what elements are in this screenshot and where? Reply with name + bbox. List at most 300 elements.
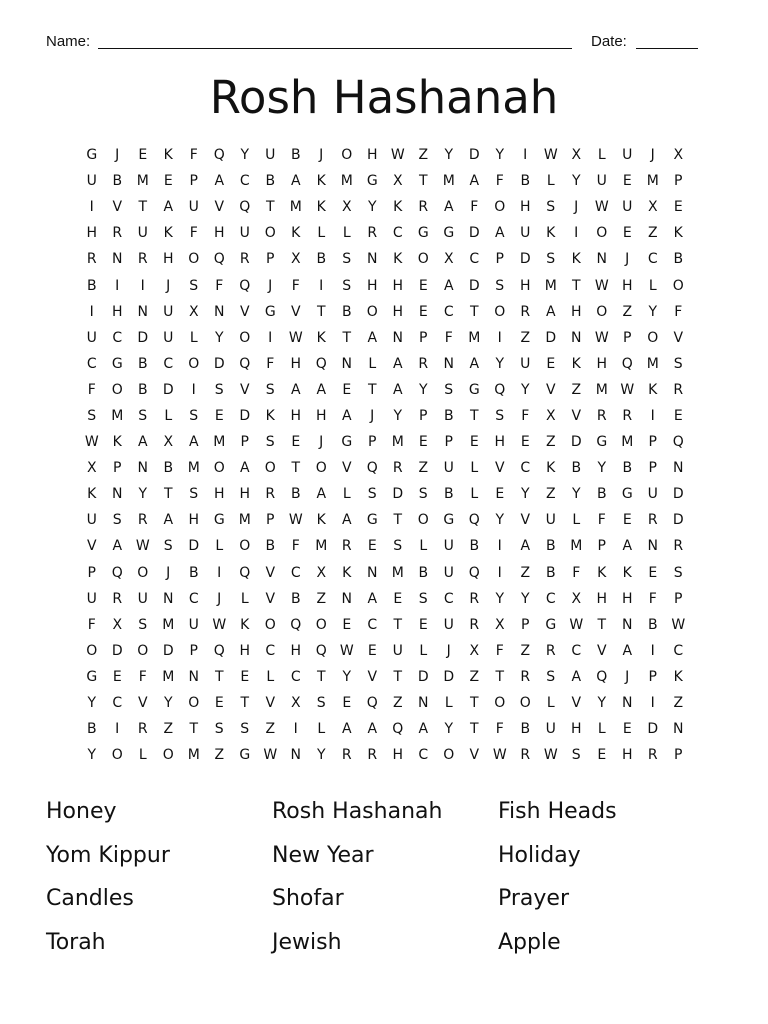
grid-cell: S xyxy=(163,538,173,555)
grid-cell: U xyxy=(443,460,454,477)
word-list-item: Yom Kippur xyxy=(46,842,170,868)
grid-cell: H xyxy=(315,407,327,424)
grid-cell: Y xyxy=(648,303,658,320)
grid-cell: C xyxy=(290,564,301,581)
grid-cell: T xyxy=(214,668,224,685)
grid-cell: C xyxy=(239,173,250,190)
grid-cell: D xyxy=(111,642,123,659)
grid-cell: R xyxy=(418,355,429,372)
grid-cell: T xyxy=(367,381,377,398)
grid-cell: R xyxy=(673,538,684,555)
name-line xyxy=(98,48,572,49)
grid-cell: B xyxy=(520,721,531,738)
grid-cell: E xyxy=(673,407,683,424)
grid-cell: A xyxy=(341,512,352,529)
grid-cell: L xyxy=(546,695,555,712)
grid-cell: P xyxy=(266,251,275,268)
grid-cell: W xyxy=(390,147,405,164)
grid-cell: W xyxy=(594,199,609,216)
grid-cell: G xyxy=(111,355,123,372)
grid-cell: H xyxy=(392,277,404,294)
date-line xyxy=(636,48,698,49)
grid-cell: N xyxy=(571,329,582,346)
grid-cell: Z xyxy=(469,668,480,685)
grid-cell: E xyxy=(418,616,428,633)
grid-cell: K xyxy=(622,564,632,581)
grid-cell: E xyxy=(291,434,301,451)
grid-cell: U xyxy=(443,564,454,581)
grid-cell: Z xyxy=(622,303,633,320)
grid-cell: X xyxy=(673,147,684,164)
grid-cell: T xyxy=(469,721,479,738)
grid-cell: W xyxy=(543,747,558,764)
grid-cell: N xyxy=(137,460,148,477)
grid-cell: V xyxy=(469,747,480,764)
grid-cell: Z xyxy=(545,486,556,503)
grid-cell: S xyxy=(342,251,352,268)
grid-cell: L xyxy=(470,460,479,477)
grid-cell: H xyxy=(213,486,225,503)
grid-cell: O xyxy=(519,695,531,712)
grid-cell: R xyxy=(137,721,148,738)
grid-cell: H xyxy=(366,277,378,294)
grid-cell: I xyxy=(650,407,655,424)
grid-cell: T xyxy=(469,695,479,712)
grid-cell: B xyxy=(265,173,276,190)
grid-cell: N xyxy=(112,251,123,268)
grid-cell: B xyxy=(545,564,556,581)
grid-cell: O xyxy=(111,381,123,398)
grid-cell: F xyxy=(495,173,504,190)
grid-cell: A xyxy=(469,173,480,190)
grid-cell: R xyxy=(469,590,480,607)
grid-cell: D xyxy=(392,486,404,503)
grid-cell: X xyxy=(86,460,97,477)
grid-cell: X xyxy=(341,199,352,216)
grid-cell: O xyxy=(672,277,684,294)
grid-cell: B xyxy=(418,564,429,581)
grid-cell: E xyxy=(214,695,224,712)
grid-cell: K xyxy=(87,486,97,503)
grid-cell: I xyxy=(191,381,196,398)
grid-cell: Y xyxy=(495,590,505,607)
grid-cell: P xyxy=(266,512,275,529)
grid-cell: O xyxy=(417,251,429,268)
grid-cell: X xyxy=(290,251,301,268)
grid-cell: E xyxy=(520,434,530,451)
grid-cell: A xyxy=(469,355,480,372)
grid-cell: B xyxy=(545,538,556,555)
grid-cell: P xyxy=(674,173,683,190)
grid-cell: I xyxy=(89,199,94,216)
grid-cell: H xyxy=(290,407,302,424)
grid-cell: K xyxy=(673,668,683,685)
grid-cell: Q xyxy=(366,460,378,477)
grid-cell: G xyxy=(366,173,378,190)
grid-cell: U xyxy=(137,590,148,607)
word-list-item: Rosh Hashanah xyxy=(272,799,443,825)
grid-cell: B xyxy=(188,564,199,581)
grid-cell: Z xyxy=(673,695,684,712)
grid-cell: C xyxy=(520,460,531,477)
grid-cell: Q xyxy=(213,251,225,268)
grid-cell: F xyxy=(495,721,504,738)
grid-cell: U xyxy=(647,486,658,503)
grid-cell: O xyxy=(366,303,378,320)
grid-cell: S xyxy=(214,721,224,738)
grid-cell: P xyxy=(368,434,377,451)
grid-cell: F xyxy=(648,590,657,607)
grid-cell: Z xyxy=(163,721,174,738)
grid-cell: N xyxy=(392,329,403,346)
grid-cell: E xyxy=(418,434,428,451)
grid-cell: N xyxy=(112,486,123,503)
grid-cell: Y xyxy=(87,695,97,712)
grid-cell: S xyxy=(546,668,556,685)
grid-cell: Z xyxy=(520,564,531,581)
grid-cell: R xyxy=(673,381,684,398)
grid-cell: N xyxy=(622,616,633,633)
grid-cell: B xyxy=(622,460,633,477)
grid-cell: C xyxy=(418,747,429,764)
grid-cell: K xyxy=(316,512,326,529)
grid-cell: C xyxy=(443,590,454,607)
grid-cell: O xyxy=(188,355,200,372)
grid-cell: E xyxy=(240,668,250,685)
grid-cell: Z xyxy=(545,434,556,451)
grid-cell: A xyxy=(239,460,250,477)
grid-cell: V xyxy=(571,695,582,712)
grid-cell: O xyxy=(647,329,659,346)
grid-cell: Z xyxy=(418,460,429,477)
grid-cell: U xyxy=(622,147,633,164)
grid-cell: A xyxy=(443,199,454,216)
grid-cell: Y xyxy=(393,407,403,424)
grid-cell: R xyxy=(469,616,480,633)
grid-cell: N xyxy=(418,695,429,712)
grid-cell: J xyxy=(319,434,324,451)
grid-cell: M xyxy=(391,434,404,451)
grid-cell: I xyxy=(497,564,502,581)
grid-cell: U xyxy=(137,225,148,242)
grid-cell: G xyxy=(468,381,480,398)
grid-cell: N xyxy=(214,303,225,320)
grid-cell: E xyxy=(469,434,479,451)
grid-cell: S xyxy=(189,277,199,294)
grid-cell: K xyxy=(316,329,326,346)
grid-cell: D xyxy=(239,407,251,424)
grid-cell: W xyxy=(84,434,99,451)
grid-cell: L xyxy=(572,512,581,529)
grid-cell: V xyxy=(520,512,531,529)
grid-cell: O xyxy=(213,460,225,477)
grid-cell: C xyxy=(647,251,658,268)
grid-cell: I xyxy=(217,564,222,581)
grid-cell: B xyxy=(571,460,582,477)
grid-cell: R xyxy=(622,407,633,424)
grid-cell: S xyxy=(112,512,122,529)
grid-cell: X xyxy=(545,407,556,424)
grid-cell: E xyxy=(622,512,632,529)
grid-cell: M xyxy=(646,173,659,190)
grid-cell: Z xyxy=(265,721,276,738)
grid-cell: L xyxy=(470,486,479,503)
grid-cell: C xyxy=(469,251,480,268)
grid-cell: U xyxy=(239,225,250,242)
grid-cell: S xyxy=(342,277,352,294)
grid-cell: L xyxy=(317,225,326,242)
grid-cell: T xyxy=(138,199,148,216)
grid-cell: Y xyxy=(138,486,148,503)
grid-cell: A xyxy=(341,407,352,424)
grid-cell: O xyxy=(86,642,98,659)
grid-cell: O xyxy=(494,199,506,216)
grid-cell: Z xyxy=(392,695,403,712)
grid-cell: N xyxy=(367,564,378,581)
grid-cell: G xyxy=(443,225,455,242)
grid-cell: K xyxy=(316,199,326,216)
grid-cell: H xyxy=(519,199,531,216)
grid-cell: P xyxy=(648,460,657,477)
grid-cell: V xyxy=(112,199,123,216)
name-label: Name: xyxy=(46,33,91,50)
grid-cell: U xyxy=(443,616,454,633)
grid-cell: O xyxy=(264,225,276,242)
grid-cell: V xyxy=(290,303,301,320)
grid-cell: V xyxy=(86,538,97,555)
grid-cell: Q xyxy=(239,355,251,372)
grid-cell: Q xyxy=(315,642,327,659)
grid-cell: K xyxy=(112,434,122,451)
grid-cell: V xyxy=(367,668,378,685)
grid-cell: H xyxy=(621,747,633,764)
grid-cell: J xyxy=(625,251,630,268)
grid-cell: A xyxy=(520,538,531,555)
grid-cell: U xyxy=(596,173,607,190)
grid-cell: W xyxy=(594,329,609,346)
grid-cell: E xyxy=(367,538,377,555)
grid-cell: Q xyxy=(672,434,684,451)
grid-cell: O xyxy=(239,538,251,555)
grid-cell: C xyxy=(443,303,454,320)
grid-cell: K xyxy=(265,407,275,424)
grid-cell: V xyxy=(214,199,225,216)
grid-cell: O xyxy=(417,512,429,529)
word-list-item: Fish Heads xyxy=(498,799,617,825)
grid-cell: M xyxy=(187,747,200,764)
grid-cell: R xyxy=(239,251,250,268)
grid-cell: P xyxy=(495,251,504,268)
grid-cell: J xyxy=(319,147,324,164)
grid-cell: U xyxy=(622,199,633,216)
grid-cell: T xyxy=(316,303,326,320)
grid-cell: W xyxy=(212,616,227,633)
grid-cell: E xyxy=(418,277,428,294)
grid-cell: Z xyxy=(214,747,225,764)
grid-cell: N xyxy=(596,251,607,268)
grid-cell: M xyxy=(595,381,608,398)
grid-cell: I xyxy=(497,538,502,555)
grid-cell: Q xyxy=(392,721,404,738)
grid-cell: V xyxy=(571,407,582,424)
grid-cell: A xyxy=(622,538,633,555)
grid-cell: Z xyxy=(520,642,531,659)
grid-cell: X xyxy=(571,590,582,607)
grid-cell: M xyxy=(238,512,251,529)
grid-cell: L xyxy=(215,538,224,555)
grid-cell: Q xyxy=(494,381,506,398)
grid-cell: I xyxy=(319,277,324,294)
grid-cell: O xyxy=(188,695,200,712)
grid-cell: D xyxy=(417,668,429,685)
grid-cell: G xyxy=(596,434,608,451)
grid-cell: T xyxy=(393,668,403,685)
grid-cell: N xyxy=(163,590,174,607)
grid-cell: V xyxy=(673,329,684,346)
word-list-item: Torah xyxy=(46,929,106,955)
grid-cell: L xyxy=(597,147,606,164)
grid-cell: L xyxy=(546,173,555,190)
grid-cell: E xyxy=(112,668,122,685)
grid-cell: R xyxy=(520,747,531,764)
grid-cell: A xyxy=(188,434,199,451)
grid-cell: X xyxy=(443,251,454,268)
grid-cell: V xyxy=(545,381,556,398)
grid-cell: F xyxy=(189,225,198,242)
grid-cell: C xyxy=(367,616,378,633)
grid-cell: S xyxy=(546,199,556,216)
grid-cell: I xyxy=(115,277,120,294)
grid-cell: B xyxy=(316,251,327,268)
grid-cell: H xyxy=(494,434,506,451)
grid-cell: I xyxy=(574,225,579,242)
grid-cell: X xyxy=(290,695,301,712)
grid-cell: B xyxy=(443,486,454,503)
grid-cell: N xyxy=(673,721,684,738)
grid-cell: U xyxy=(163,329,174,346)
grid-cell: U xyxy=(86,512,97,529)
grid-cell: B xyxy=(443,407,454,424)
grid-cell: Q xyxy=(111,564,123,581)
grid-cell: T xyxy=(291,460,301,477)
grid-cell: F xyxy=(521,407,530,424)
grid-cell: V xyxy=(239,303,250,320)
grid-cell: Y xyxy=(444,721,454,738)
grid-cell: K xyxy=(163,147,173,164)
grid-cell: D xyxy=(162,642,174,659)
grid-cell: G xyxy=(417,225,429,242)
grid-cell: E xyxy=(418,303,428,320)
grid-cell: O xyxy=(264,616,276,633)
grid-cell: D xyxy=(545,329,557,346)
grid-cell: K xyxy=(673,225,683,242)
grid-cell: B xyxy=(673,251,684,268)
grid-cell: J xyxy=(217,590,222,607)
grid-cell: L xyxy=(419,538,428,555)
grid-cell: E xyxy=(622,721,632,738)
grid-cell: M xyxy=(162,616,175,633)
grid-cell: S xyxy=(316,695,326,712)
grid-cell: J xyxy=(650,147,655,164)
grid-cell: U xyxy=(188,616,199,633)
grid-cell: S xyxy=(495,277,505,294)
grid-cell: X xyxy=(647,199,658,216)
grid-cell: E xyxy=(342,695,352,712)
grid-cell: A xyxy=(137,434,148,451)
grid-cell: D xyxy=(672,512,684,529)
grid-cell: J xyxy=(166,564,171,581)
grid-cell: A xyxy=(163,199,174,216)
grid-cell: A xyxy=(367,329,378,346)
grid-cell: K xyxy=(240,616,250,633)
grid-cell: P xyxy=(419,329,428,346)
grid-cell: D xyxy=(468,277,480,294)
grid-cell: V xyxy=(265,590,276,607)
grid-cell: B xyxy=(647,616,658,633)
grid-cell: H xyxy=(621,277,633,294)
grid-cell: N xyxy=(341,355,352,372)
grid-cell: S xyxy=(265,381,275,398)
grid-cell: I xyxy=(650,695,655,712)
grid-cell: C xyxy=(265,642,276,659)
grid-cell: M xyxy=(391,564,404,581)
grid-cell: I xyxy=(89,303,94,320)
grid-cell: F xyxy=(291,538,300,555)
grid-cell: K xyxy=(316,173,326,190)
grid-cell: X xyxy=(392,173,403,190)
grid-cell: H xyxy=(162,251,174,268)
grid-cell: W xyxy=(263,747,278,764)
grid-cell: M xyxy=(646,355,659,372)
grid-cell: S xyxy=(546,251,556,268)
grid-cell: S xyxy=(418,590,428,607)
grid-cell: J xyxy=(268,277,273,294)
grid-cell: D xyxy=(468,225,480,242)
grid-cell: A xyxy=(494,225,505,242)
grid-cell: A xyxy=(163,512,174,529)
grid-cell: B xyxy=(265,538,276,555)
grid-cell: M xyxy=(213,434,226,451)
grid-cell: U xyxy=(86,329,97,346)
grid-cell: E xyxy=(546,355,556,372)
grid-cell: J xyxy=(574,199,579,216)
grid-cell: L xyxy=(597,721,606,738)
grid-cell: G xyxy=(341,434,353,451)
grid-cell: O xyxy=(596,303,608,320)
grid-cell: A xyxy=(545,303,556,320)
grid-cell: P xyxy=(521,616,530,633)
grid-cell: L xyxy=(266,668,275,685)
grid-cell: R xyxy=(265,486,276,503)
grid-cell: P xyxy=(674,590,683,607)
grid-cell: Y xyxy=(597,695,607,712)
grid-cell: M xyxy=(544,277,557,294)
grid-cell: M xyxy=(315,538,328,555)
grid-cell: F xyxy=(597,512,606,529)
grid-cell: Q xyxy=(468,564,480,581)
grid-cell: A xyxy=(622,642,633,659)
grid-cell: Z xyxy=(571,381,582,398)
grid-cell: B xyxy=(520,173,531,190)
grid-cell: U xyxy=(392,642,403,659)
grid-cell: P xyxy=(444,434,453,451)
grid-cell: Q xyxy=(213,147,225,164)
grid-cell: M xyxy=(442,173,455,190)
grid-cell: H xyxy=(392,303,404,320)
grid-cell: C xyxy=(571,642,582,659)
grid-cell: S xyxy=(189,407,199,424)
grid-cell: Y xyxy=(571,486,581,503)
